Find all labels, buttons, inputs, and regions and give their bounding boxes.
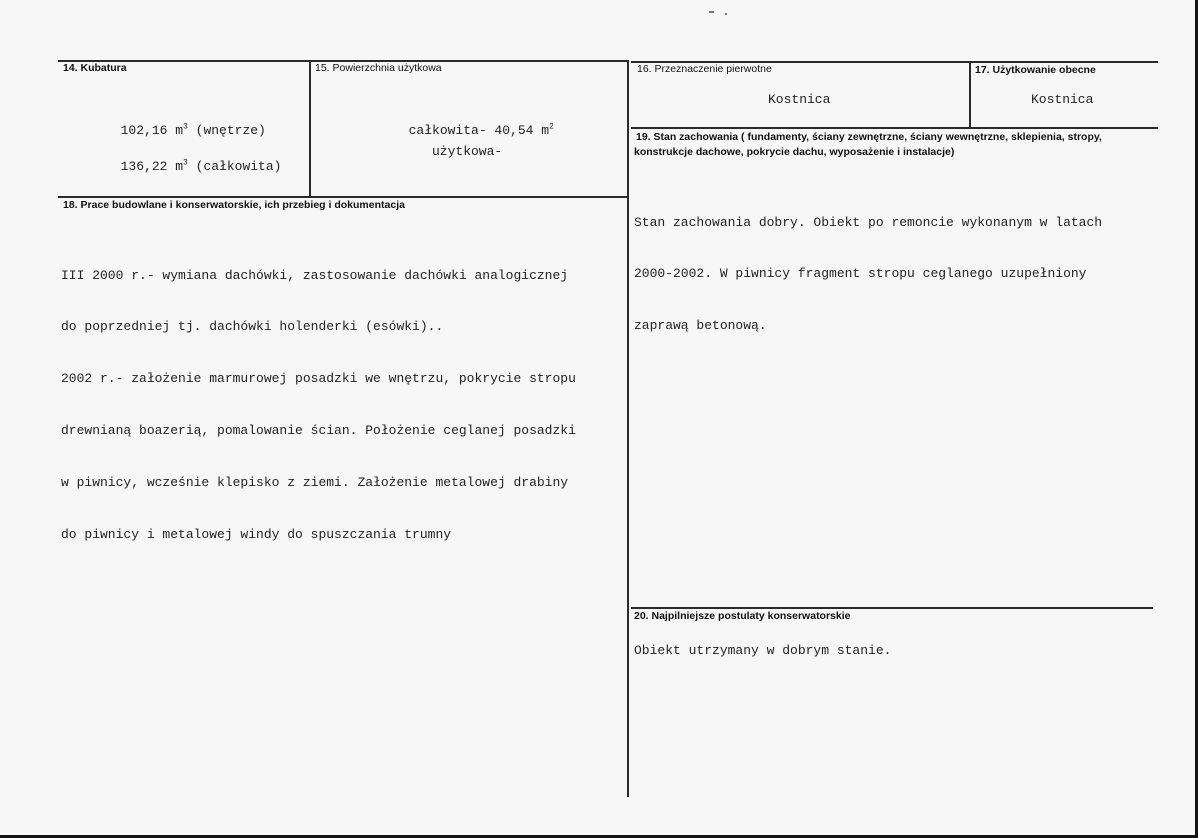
area-total-value: całkowita- 40,54 m <box>408 123 550 138</box>
condition-line: 2000-2002. W piwnicy fragment stropu ceglanego uzupełniony <box>634 266 1087 282</box>
area-total <box>393 108 554 138</box>
section-19-title-line2: konstrukcje dachowe, pokrycie dachu, wyposażenie i instalacje) <box>634 146 955 158</box>
works-line: do poprzedniej tj. dachówki holenderki (esówki).. <box>61 319 444 335</box>
works-line: w piwnicy, wcześnie klepisko z ziemi. Założenie metalowej drabiny <box>61 475 569 491</box>
divider-14-15 <box>309 61 311 197</box>
section-16-title: 16. Przeznaczenie pierwotne <box>637 63 772 75</box>
works-line: do piwnicy i metalowej windy do spuszczania trumny <box>61 527 452 543</box>
cubature-total-value: 136,22 m <box>120 159 184 174</box>
cubature-interior-value: 102,16 m <box>120 123 184 138</box>
rule-s20 <box>631 607 1153 609</box>
cubature-interior <box>105 108 266 138</box>
scan-speck <box>709 11 714 13</box>
scan-speck <box>725 13 727 15</box>
rule-mid-right <box>631 127 1158 129</box>
condition-line: zaprawą betonową. <box>634 318 767 334</box>
condition-line: Stan zachowania dobry. Obiekt po remoncie wykonanym w latach <box>634 214 1103 230</box>
works-line: III 2000 r.- wymiana dachówki, zastosowanie dachówki analogicznej <box>61 267 569 283</box>
divider-16-17 <box>969 62 971 128</box>
section-15-title: 15. Powierzchnia użytkowa <box>315 62 442 74</box>
divider-center <box>627 60 629 797</box>
works-line: drewnianą boazerią, pomalowanie ścian. Położenie ceglanej posadzki <box>61 423 576 439</box>
original-purpose-value: Kostnica <box>768 92 831 107</box>
area-usable: użytkowa- <box>432 144 503 159</box>
current-use-value: Kostnica <box>1031 92 1094 107</box>
section-14-title: 14. Kubatura <box>63 62 127 74</box>
area-total-unit-exp: 2 <box>549 122 554 132</box>
section-17-title: 17. Użytkowanie obecne <box>975 64 1096 76</box>
section-18-title: 18. Prace budowlane i konserwatorskie, ich przebieg i dokumentacja <box>63 199 405 211</box>
works-line: 2002 r.- założenie marmurowej posadzki we wnętrzu, pokrycie stropu <box>61 371 576 387</box>
conservation-postulates-value: Obiekt utrzymany w dobrym stanie. <box>634 643 892 658</box>
cubature-interior-unit-exp: 3 <box>183 122 188 132</box>
works-history-text <box>61 232 576 561</box>
cubature-total-unit-exp: 3 <box>183 158 188 168</box>
cubature-interior-suffix: (wnętrze) <box>187 123 266 138</box>
condition-text <box>634 179 1102 352</box>
cubature-total <box>105 144 281 174</box>
section-20-title: 20. Najpilniejsze postulaty konserwatorskie <box>634 610 851 622</box>
rule-mid-left <box>58 196 627 198</box>
cubature-total-suffix: (całkowita) <box>187 159 282 174</box>
section-19-title-line1: 19. Stan zachowania ( fundamenty, ściany zewnętrzne, ściany wewnętrzne, sklepienia, stropy, <box>636 131 1102 143</box>
